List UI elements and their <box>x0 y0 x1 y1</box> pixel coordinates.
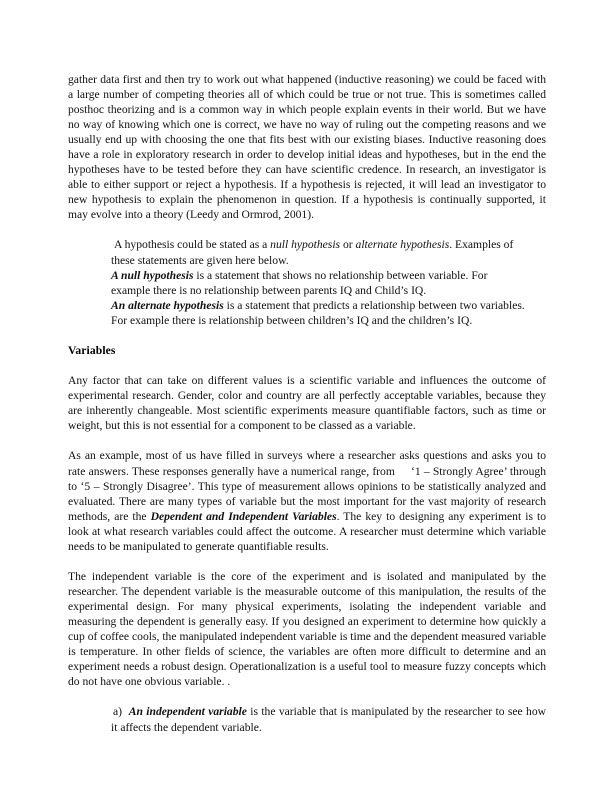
paragraph-scientific-variable: Any factor that can take on different values is a scientific variable and influences the outcome of experimental research. Gender, color and country are all perfectly acceptable variables, because they are inherently changeable. Most scientific experiments measure quantifiable factors, such as time or weight, but this is not essential for a component to be classed as a variable. <box>68 374 546 433</box>
list-marker-a: a) <box>113 705 123 719</box>
alternate-hypothesis-description: is a statement that predicts a relationship between two variables. For example there is relationship between children’s IQ and the children’s IQ. <box>111 298 525 327</box>
alternate-hypothesis-term: An alternate hypothesis <box>111 298 224 312</box>
hypothesis-intro-text-2: or <box>340 238 356 252</box>
list-marker-spacer <box>122 705 129 718</box>
hypothesis-intro-text-1: A hypothesis could be stated as a <box>114 238 271 252</box>
list-item-a-independent-variable <box>111 704 546 734</box>
hypothesis-intro-text-3: . Examples of these statements are given here below. <box>111 238 514 267</box>
surveys-text-3: . The key to designing any experiment is to look at what research variables could affect the outcome. A researcher must determine which variable needs to be manipulated to generate quantifiable results. <box>68 509 546 553</box>
hypothesis-intro-line <box>111 237 529 267</box>
independent-variable-description: is the variable that is manipulated by the researcher to see how it affects the dependent variable. <box>111 705 547 734</box>
alternate-hypothesis-definition <box>111 298 529 328</box>
null-hypothesis-definition <box>111 268 529 298</box>
independent-variable-term: An independent variable <box>128 705 247 719</box>
surveys-text-2: ‘1 – Strongly Agree’ through to ‘5 – Strongly Disagree’. This type of measurement allows opinions to be statistically analyzed and evaluated. There are many types of variable but the most important for the vast majority of research methods, are the <box>68 464 546 523</box>
paragraph-independent-dependent: The independent variable is the core of the experiment and is isolated and manipulated by the researcher. The dependent variable is the measurable outcome of this manipulation, the results of the experimental design. For many physical experiments, isolating the independent variable and measuring the dependent is generally easy. If you designed an experiment to determine how quickly a cup of coffee cools, the manipulated independent variable is time and the dependent measured variable is temperature. In other fields of science, the variables are often more difficult to determine and an experiment needs a robust design. Operationalization is a useful tool to measure fuzzy concepts which do not have one obvious variable. . <box>68 569 546 689</box>
hypothesis-definition-block <box>111 237 529 327</box>
null-hypothesis-term: A null hypothesis <box>111 268 194 282</box>
dependent-independent-variables-term: Dependent and Independent Variables <box>150 509 337 523</box>
surveys-spacer <box>398 465 411 478</box>
section-heading-wrapper <box>68 343 546 358</box>
null-hypothesis-description: is a statement that shows no relationship between variable. For example there is no relationship between parents IQ and Child’s IQ. <box>111 268 488 297</box>
heading-variables: Variables <box>68 344 116 358</box>
null-hypothesis-italic: null hypothesis <box>270 238 341 252</box>
surveys-text-1: As an example, most of us have filled in surveys where a researcher asks questions and asks you to rate answers. These responses generally have a numerical range, from <box>68 449 546 478</box>
alternate-hypothesis-italic: alternate hypothesis <box>355 238 450 252</box>
paragraph-inductive-reasoning: gather data first and then try to work out what happened (inductive reasoning) we could be faced with a large number of competing theories all of which could be true or not true. This is sometimes called posthoc theorizing and is a common way in which people explain events in their world. But we have no way of knowing which one is correct, we have no way of ruling out the competing reasons and we usually end up with choosing the one that fits best with our existing biases. Inductive reasoning does have a role in exploratory research in order to develop initial ideas and hypotheses, but in the end the hypotheses have to be tested before they can have scientific credence. In research, an investigator is able to either support or reject a hypothesis. If a hypothesis is rejected, it will lead an investigator to new hypothesis to explain the phenomenon in question. If a hypothesis is continually supported, it may evolve into a theory (Leedy and Ormrod, 2001). <box>68 73 546 222</box>
paragraph-surveys <box>68 448 546 553</box>
document-content <box>68 72 546 735</box>
